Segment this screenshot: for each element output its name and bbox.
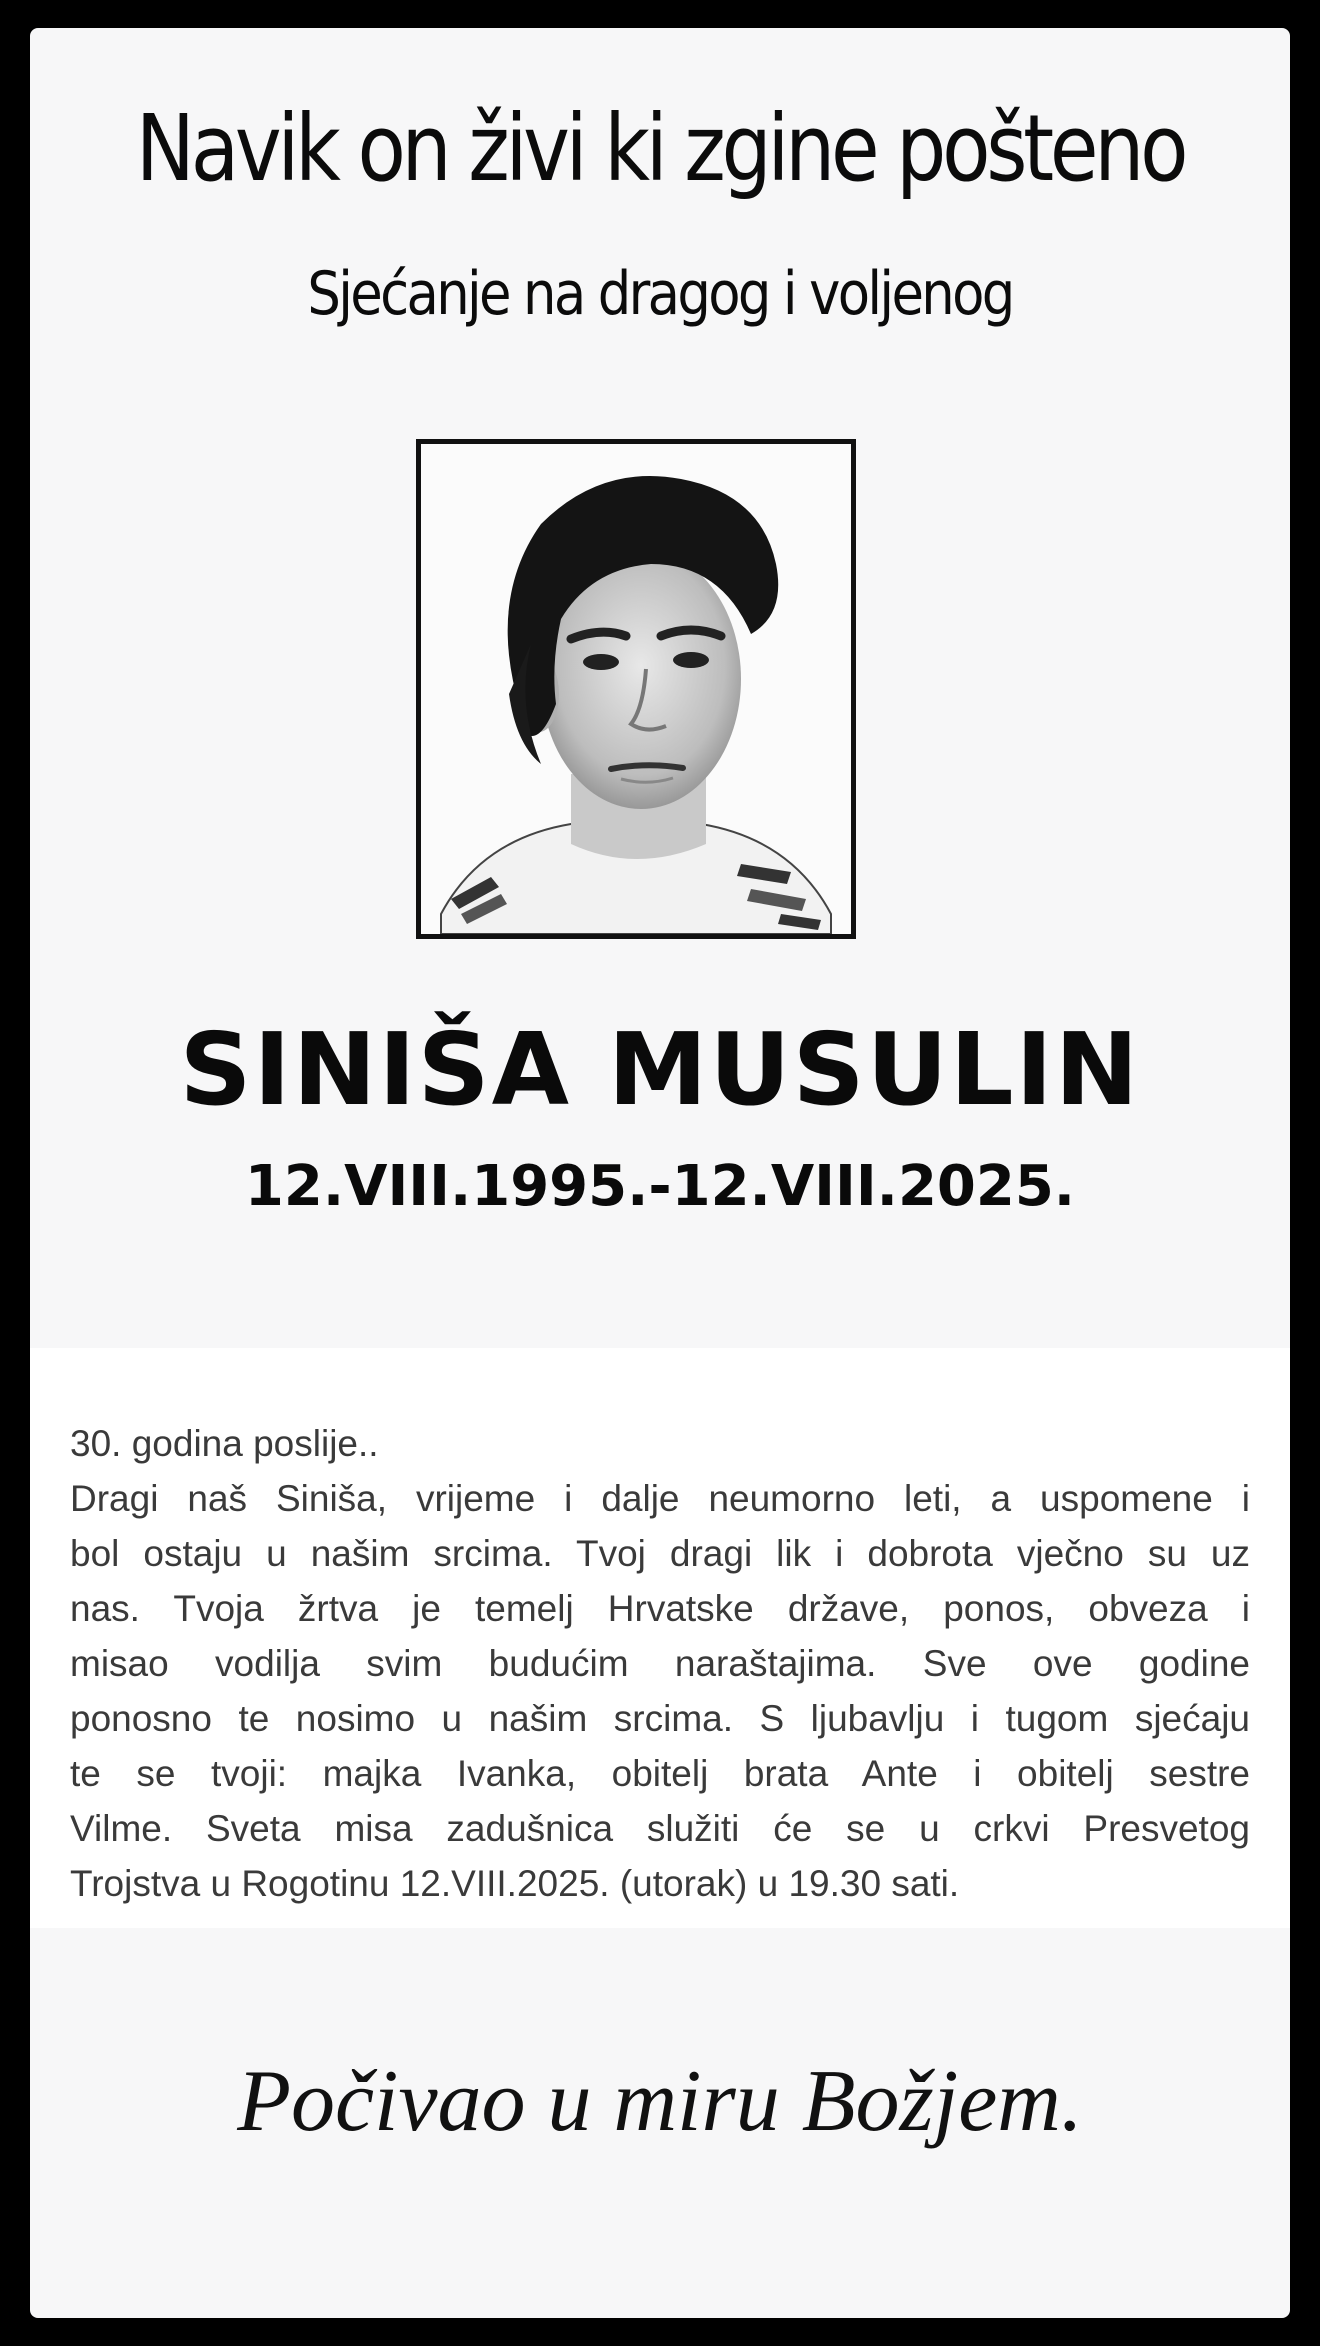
message-line: Dragi naš Siniša, vrijeme i dalje neumorno leti, a uspomene i [70, 1478, 1250, 1519]
portrait-image [421, 444, 851, 934]
message-line: bol ostaju u našim srcima. Tvoj dragi lik i dobrota vječno su uz [70, 1533, 1250, 1574]
message-line: Trojstva u Rogotinu 12.VIII.2025. (utorak) u 19.30 sati. [70, 1863, 960, 1904]
motto-heading: Navik on živi ki zgine pošteno [135, 95, 1185, 202]
portrait-photo [416, 439, 856, 939]
farewell-line: Počivao u miru Božjem. [237, 2053, 1083, 2150]
memorial-message [30, 1348, 1290, 1928]
message-line: nas. Tvoja žrtva je temelj Hrvatske države, ponos, obveza i [70, 1588, 1250, 1629]
obituary-card [30, 28, 1290, 2318]
intro-subtitle: Sjećanje na dragog i voljenog [307, 259, 1013, 329]
message-line: te se tvoji: majka Ivanka, obitelj brata Ante i obitelj sestre [70, 1753, 1250, 1794]
message-line: Vilme. Sveta misa zadušnica služiti će se u crkvi Presvetog [70, 1808, 1250, 1849]
life-dates: 12.VIII.1995.-12.VIII.2025. [244, 1154, 1076, 1219]
message-line: ponosno te nosimo u našim srcima. S ljubavlju i tugom sjećaju [70, 1698, 1250, 1739]
deceased-name: SINIŠA MUSULIN [179, 1011, 1141, 1128]
message-line: 30. godina poslije.. [70, 1423, 379, 1464]
message-line: misao vodilja svim budućim naraštajima. Sve ove godine [70, 1643, 1250, 1684]
